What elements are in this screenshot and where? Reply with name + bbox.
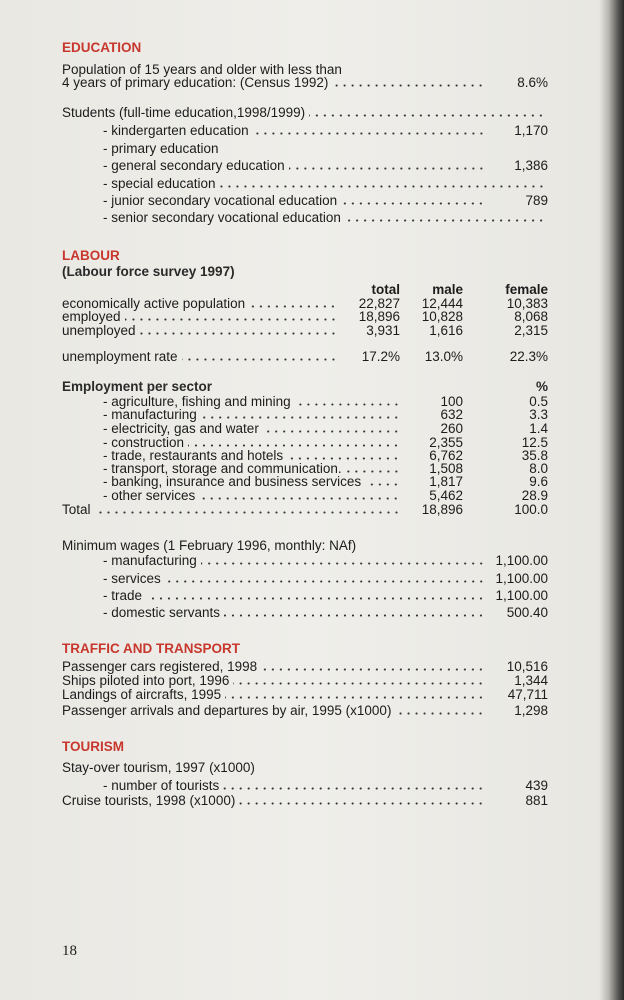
dot-leader (263, 430, 400, 433)
row-label: TRAFFIC AND TRANSPORT (62, 641, 240, 656)
row-label: - trade (103, 588, 143, 603)
row-value: 881 (525, 793, 548, 808)
value-total: 22,827 (358, 296, 400, 311)
row-label: - kindergarten education (103, 123, 249, 138)
value-female: 10,383 (506, 296, 548, 311)
row-value: 1,170 (514, 123, 548, 138)
row-label: LABOUR (62, 248, 120, 263)
row-value: 1,100.00 (495, 588, 548, 603)
row-label: EDUCATION (62, 40, 142, 55)
value-count: 1,817 (429, 474, 463, 489)
row-value: 439 (525, 778, 548, 793)
row-label: Cruise tourists, 1998 (x1000) (62, 793, 236, 808)
value-percent: 9.6 (529, 474, 548, 489)
row-value: 47,711 (507, 687, 548, 702)
dot-leader (289, 167, 485, 170)
row-label: Stay-over tourism, 1997 (x1000) (62, 760, 255, 775)
value-percent: 28.9 (521, 488, 548, 503)
row-label: Landings of aircrafts, 1995 (62, 687, 222, 702)
table-row (62, 793, 548, 808)
row-label: - manufacturing (103, 407, 197, 422)
value-male: 13.0% (424, 349, 463, 364)
dot-leader (365, 483, 400, 486)
table-row (62, 105, 548, 120)
dot-leader (261, 668, 485, 671)
row-label: - special education (103, 176, 216, 191)
row-label: - agriculture, fishing and mining (103, 394, 291, 409)
dot-leader (224, 614, 485, 617)
table-row (62, 323, 548, 338)
row-label: employed (62, 309, 121, 324)
section-heading (62, 641, 548, 656)
row-label: - electricity, gas and water (103, 421, 259, 436)
value-count: 100 (440, 394, 463, 409)
dot-leader (345, 219, 545, 222)
row-label: - banking, insurance and business services (103, 474, 362, 489)
row-label: - trade, restaurants and hotels (103, 448, 284, 463)
value-male: 10,828 (421, 309, 463, 324)
row-value: 10,516 (506, 659, 548, 674)
dot-leader (249, 305, 337, 308)
row-label: Total (62, 502, 91, 517)
section-heading (62, 40, 548, 55)
table-row (62, 588, 548, 603)
dot-leader (125, 318, 337, 321)
row-label: - general secondary education (103, 158, 285, 173)
table-row (62, 760, 548, 775)
value-percent: 8.0 (529, 461, 548, 476)
row-label: - services (103, 571, 161, 586)
value-count: 1,508 (429, 461, 463, 476)
value-percent: 12.5 (521, 435, 548, 450)
table-row (62, 349, 548, 364)
row-label: - number of tourists (103, 778, 220, 793)
row-value: 789 (525, 193, 548, 208)
dot-leader (346, 470, 400, 473)
section-heading (62, 739, 548, 754)
value-percent: 0.5 (529, 394, 548, 409)
dot-leader (233, 682, 485, 685)
table-row (62, 158, 548, 173)
value-percent: 3.3 (529, 407, 548, 422)
dot-leader (287, 457, 400, 460)
row-label: - construction (103, 435, 185, 450)
row-value: 1,386 (514, 158, 548, 173)
table-row (62, 474, 548, 489)
value-female: female (505, 282, 548, 297)
dot-leader (295, 403, 400, 406)
dot-leader (201, 562, 485, 565)
dot-leader (199, 497, 400, 500)
row-value: 8.6% (517, 75, 548, 90)
table-row (62, 571, 548, 586)
section-heading (62, 248, 548, 263)
row-label: - manufacturing (103, 553, 197, 568)
row-label: Passenger arrivals and departures by air, 1995 (x1000) (62, 703, 392, 718)
row-label: - domestic servants (103, 605, 221, 620)
row-value: 1,344 (514, 673, 548, 688)
table-row (62, 176, 548, 191)
dot-leader (95, 511, 400, 514)
table-row (62, 421, 548, 436)
value-percent: 100.0 (514, 502, 548, 517)
row-label: - primary education (103, 141, 219, 156)
row-value: 1,298 (514, 703, 548, 718)
table-row (62, 553, 548, 568)
row-label: - other services (103, 488, 196, 503)
value-percent: 1.4 (529, 421, 548, 436)
dot-leader (165, 580, 485, 583)
dot-leader (146, 597, 485, 600)
value-count: 6,762 (429, 448, 463, 463)
value-count: 632 (440, 407, 463, 422)
value-total: total (371, 282, 400, 297)
value-count: 18,896 (421, 502, 463, 517)
table-row (62, 538, 548, 553)
table-row (62, 687, 548, 702)
dot-leader (182, 358, 337, 361)
value-female: 22.3% (509, 349, 548, 364)
dot-leader (140, 332, 337, 335)
value-count: 5,462 (429, 488, 463, 503)
row-label: - senior secondary vocational education (103, 210, 341, 225)
value-female: 8,068 (514, 309, 548, 324)
table-row (62, 703, 548, 718)
dot-leader (253, 132, 485, 135)
table-row (62, 193, 548, 208)
row-label: 4 years of primary education: (Census 1992) (62, 75, 329, 90)
dot-leader (225, 696, 485, 699)
value-total: 3,931 (366, 323, 400, 338)
row-value: 1,100.00 (495, 571, 548, 586)
table-row (62, 264, 548, 279)
row-label: Ships piloted into port, 1996 (62, 673, 230, 688)
row-label: unemployment rate (62, 349, 178, 364)
table-row (62, 75, 548, 90)
dot-leader (395, 712, 485, 715)
table-row (62, 488, 548, 503)
table-row (62, 673, 548, 688)
table-row (62, 141, 548, 156)
value-male: male (432, 282, 463, 297)
table-row (62, 210, 548, 225)
value-total: 17.2% (361, 349, 400, 364)
value-female: 2,315 (514, 323, 548, 338)
row-label: economically active population (62, 296, 246, 311)
row-value: 500.40 (506, 605, 548, 620)
dot-leader (220, 185, 545, 188)
value-percent: 35.8 (521, 448, 548, 463)
dot-leader (223, 787, 485, 790)
row-label: - junior secondary vocational education (103, 193, 338, 208)
dot-leader (188, 444, 400, 447)
table-row (62, 605, 548, 620)
dot-leader (332, 84, 485, 87)
dot-leader (239, 802, 485, 805)
value-total: 18,896 (358, 309, 400, 324)
row-label: Passenger cars registered, 1998 (62, 659, 258, 674)
row-value: 1,100.00 (495, 553, 548, 568)
table-row (62, 502, 548, 517)
table-row (62, 379, 548, 394)
table-row (62, 407, 548, 422)
dot-leader (201, 416, 400, 419)
table-row (62, 309, 548, 324)
value-count: 2,355 (429, 435, 463, 450)
row-label: Students (full-time education,1998/1999) (62, 105, 306, 120)
column-headers (62, 282, 548, 297)
dot-leader (309, 114, 545, 117)
row-label: Employment per sector (62, 379, 213, 394)
row-label: (Labour force survey 1997) (62, 264, 235, 279)
page-number: 18 (62, 943, 77, 959)
row-label: Population of 15 years and older with less than (62, 62, 342, 77)
row-label: Minimum wages (1 February 1996, monthly: NAf) (62, 538, 357, 553)
table-row (62, 659, 548, 674)
row-label: - transport, storage and communication. (103, 461, 342, 476)
table-row (62, 778, 548, 793)
row-label: unemployed (62, 323, 136, 338)
table-row (62, 123, 548, 138)
row-label: TOURISM (62, 739, 125, 754)
percent-header: % (535, 379, 548, 394)
value-male: 12,444 (421, 296, 463, 311)
value-count: 260 (440, 421, 463, 436)
dot-leader (341, 202, 485, 205)
value-male: 1,616 (429, 323, 463, 338)
